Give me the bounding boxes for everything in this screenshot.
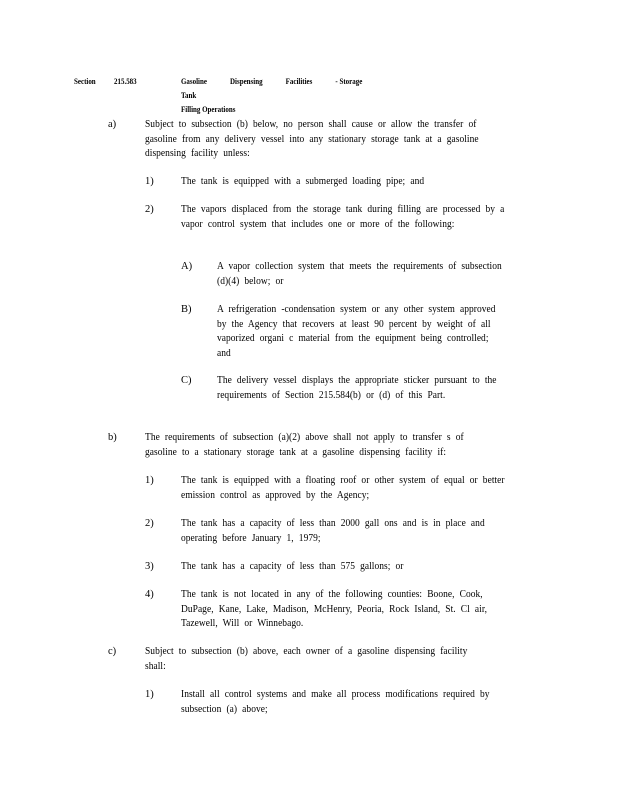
- subsection-b-text: The requirements of subsection (a)(2) above shall not apply to transfer s of gasoline to a stationary storage tank at a gasoline dispensing facility if:: [145, 432, 464, 458]
- title-word: Facilities: [285, 76, 313, 86]
- subsection-a-label: a): [108, 119, 117, 130]
- title-line-2: Filling Operations: [181, 104, 236, 114]
- item-c1-label: 1): [145, 689, 154, 700]
- item-b3-text: The tank has a capacity of less than 575 gallons; or: [181, 561, 404, 572]
- subsection-b-label: b): [108, 432, 117, 443]
- item-aA-label: A): [181, 261, 193, 272]
- title-word: Tank: [181, 90, 197, 100]
- item-c1-text: Install all control systems and make all process modifications required by subsection (a) above;: [181, 689, 490, 715]
- item-aC-text: The delivery vessel displays the appropriate sticker pursuant to the requirements of Section 215.584(b) or (d) of this Part.: [217, 375, 497, 401]
- item-b2-label: 2): [145, 518, 154, 529]
- item-b1-text: The tank is equipped with a floating roof or other system of equal or better emission control as approved by the Agency;: [181, 475, 505, 501]
- subsection-a-text: Subject to subsection (b) below, no person shall cause or allow the transfer of gasoline from any delivery vessel into any stationary storage tank at a gasoline dispensing facility unless:: [145, 119, 479, 159]
- item-aC-label: C): [181, 375, 192, 386]
- item-b1-label: 1): [145, 475, 154, 486]
- title-word: Dispensing: [230, 76, 263, 86]
- subsection-c-label: c): [108, 646, 117, 657]
- section-number: 215.583: [114, 76, 137, 86]
- item-aB-label: B): [181, 304, 192, 315]
- item-b4-label: 4): [145, 589, 154, 600]
- item-aA-text: A vapor collection system that meets the requirements of subsection (d)(4) below; or: [217, 261, 502, 287]
- item-a2-label: 2): [145, 204, 154, 215]
- item-b2-text: The tank has a capacity of less than 2000 gall ons and is in place and operating before January 1, 1979;: [181, 518, 485, 544]
- section-label: Section: [74, 76, 96, 86]
- item-aB-text: A refrigeration -condensation system or any other system approved by the Agency that recovers at least 90 percent by weight of all vaporized organi c material from the equipment being controlled; and: [217, 304, 496, 359]
- title-word: Gasoline: [181, 76, 207, 86]
- item-a2-text: The vapors displaced from the storage tank during filling are processed by a vapor control system that includes one or more of the following:: [181, 204, 505, 230]
- item-b4-text: The tank is not located in any of the following counties: Boone, Cook, DuPage, Kane, Lake, Madison, McHenry, Peoria, Rock Island, St. Cl air, Tazewell, Will or Winnebago.: [181, 589, 488, 629]
- item-b3-label: 3): [145, 561, 154, 572]
- title-word: - Storage: [335, 76, 363, 86]
- item-a1-text: The tank is equipped with a submerged loading pipe; and: [181, 176, 425, 187]
- section-title: [181, 74, 402, 116]
- subsection-c-text: Subject to subsection (b) above, each owner of a gasoline dispensing facility shall:: [145, 646, 468, 672]
- item-a1-label: 1): [145, 176, 154, 187]
